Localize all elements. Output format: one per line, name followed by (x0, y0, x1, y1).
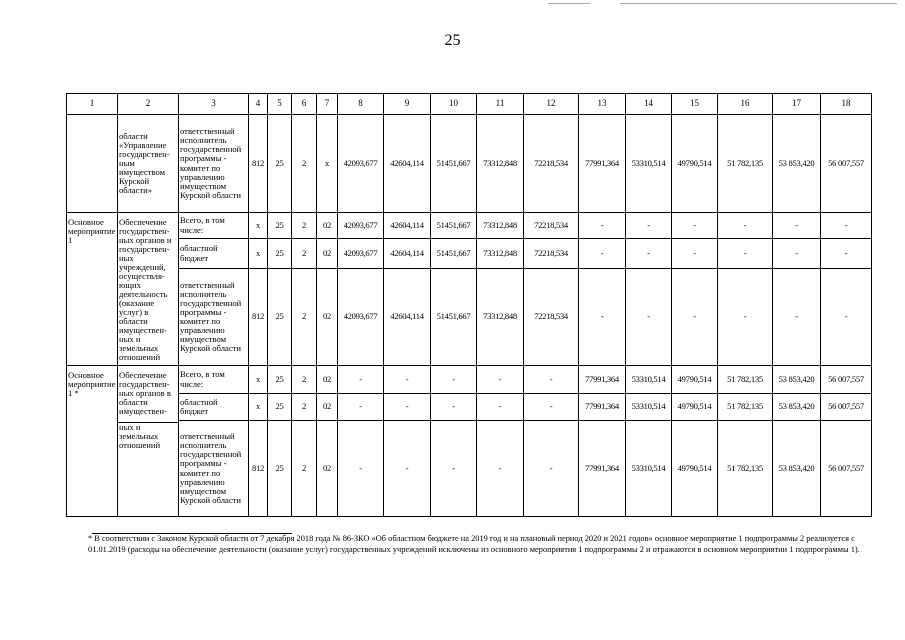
column-header: 10 (431, 94, 477, 115)
csr-cell: 02 (317, 269, 338, 366)
value-cell: - (477, 366, 524, 394)
value-cell: 77991,364 (579, 366, 626, 394)
value-cell: - (718, 269, 773, 366)
column-header: 11 (477, 94, 524, 115)
csr-cell: x (317, 115, 338, 213)
rz-cell: 25 (268, 239, 292, 269)
column-header: 12 (524, 94, 579, 115)
value-cell: - (626, 239, 672, 269)
value-cell: 51 782,135 (718, 115, 773, 213)
top-rule-right (620, 3, 897, 4)
value-cell: 42604,114 (384, 239, 431, 269)
column-header: 6 (292, 94, 317, 115)
table-row (67, 213, 872, 239)
value-cell: 53 853,420 (773, 394, 821, 421)
value-cell: 77991,364 (579, 115, 626, 213)
event-name-cell: Основное мероприятие 1 (67, 213, 118, 366)
event-name-cell: Основное мероприятие 1 * (67, 366, 118, 517)
pr-cell: 2 (292, 213, 317, 239)
value-cell: 42093,677 (338, 269, 384, 366)
program-name-cell: области «Управление государствен-ным имуществом Курской области» (118, 115, 179, 213)
grbs-cell: x (249, 394, 268, 421)
budget-table (66, 93, 872, 517)
value-cell: - (672, 239, 718, 269)
event-description-bottom: ных и земельных отношений (119, 422, 161, 451)
value-cell: 49790,514 (672, 115, 718, 213)
rz-cell: 25 (268, 115, 292, 213)
value-cell: - (626, 213, 672, 239)
value-cell: 49790,514 (672, 421, 718, 517)
value-cell: 42604,114 (384, 213, 431, 239)
grbs-cell: 812 (249, 269, 268, 366)
table-row (67, 421, 872, 517)
value-cell: - (773, 269, 821, 366)
value-cell: 51 782,135 (718, 421, 773, 517)
pr-cell: 2 (292, 269, 317, 366)
pr-cell: 2 (292, 239, 317, 269)
value-cell: - (477, 421, 524, 517)
top-rule-left (548, 3, 590, 4)
value-cell: 56 007,557 (821, 394, 872, 421)
budget-source-cell: Всего, в том числе: (179, 213, 249, 239)
event-description-top: Обеспечение государствен-ных органов в области имуществен- (119, 370, 171, 417)
value-cell: - (384, 421, 431, 517)
value-cell: - (718, 239, 773, 269)
column-header: 9 (384, 94, 431, 115)
column-header: 5 (268, 94, 292, 115)
table-row (67, 269, 872, 366)
table-row (67, 394, 872, 421)
value-cell: - (718, 213, 773, 239)
value-cell: 51 782,135 (718, 394, 773, 421)
value-cell: 53 853,420 (773, 115, 821, 213)
value-cell: - (524, 366, 579, 394)
value-cell: - (821, 213, 872, 239)
table-row (67, 115, 872, 213)
value-cell: 77991,364 (579, 421, 626, 517)
value-cell: 51451,667 (431, 115, 477, 213)
value-cell: - (773, 213, 821, 239)
rz-cell: 25 (268, 213, 292, 239)
value-cell: - (672, 269, 718, 366)
executor-cell: ответственный исполнитель государственной программы - комитет по управлению имуществом Курской области (179, 269, 249, 366)
csr-cell: 02 (317, 213, 338, 239)
value-cell: - (626, 269, 672, 366)
value-cell: - (338, 366, 384, 394)
value-cell: 73312,848 (477, 213, 524, 239)
grbs-cell: x (249, 239, 268, 269)
value-cell: 42093,677 (338, 213, 384, 239)
column-header: 13 (579, 94, 626, 115)
value-cell: 42604,114 (384, 269, 431, 366)
value-cell: - (431, 421, 477, 517)
event-description-cell: Обеспечение государствен-ных органов и государствен-ных учреждений, осуществля-ющих деятельность (оказание услуг) в области имуществен-ных и земельных отношений (118, 213, 179, 366)
page-number: 25 (444, 32, 461, 49)
csr-cell: 02 (317, 394, 338, 421)
value-cell: 53 853,420 (773, 421, 821, 517)
pr-cell: 2 (292, 366, 317, 394)
csr-cell: 02 (317, 366, 338, 394)
value-cell: - (384, 366, 431, 394)
value-cell: 51451,667 (431, 213, 477, 239)
grbs-cell: 812 (249, 115, 268, 213)
value-cell: - (431, 366, 477, 394)
value-cell: - (384, 394, 431, 421)
column-header: 17 (773, 94, 821, 115)
budget-source-cell: областной бюджет (179, 394, 249, 421)
event-description-cell (118, 366, 179, 517)
csr-cell: 02 (317, 421, 338, 517)
column-header: 18 (821, 94, 872, 115)
column-header: 14 (626, 94, 672, 115)
executor-cell: ответственный исполнитель государственной программы - комитет по управлению имуществом Курской области (179, 115, 249, 213)
pr-cell: 2 (292, 421, 317, 517)
value-cell: 49790,514 (672, 394, 718, 421)
value-cell: - (524, 421, 579, 517)
csr-cell: 02 (317, 239, 338, 269)
value-cell: - (431, 394, 477, 421)
value-cell: 56 007,557 (821, 366, 872, 394)
value-cell: 53310,514 (626, 394, 672, 421)
value-cell: 42604,114 (384, 115, 431, 213)
header-row (67, 94, 872, 115)
cell-empty (67, 115, 118, 213)
rz-cell: 25 (268, 421, 292, 517)
value-cell: 72218,534 (524, 115, 579, 213)
pr-cell: 2 (292, 394, 317, 421)
value-cell: - (579, 213, 626, 239)
column-header: 8 (338, 94, 384, 115)
value-cell: 72218,534 (524, 239, 579, 269)
rz-cell: 25 (268, 269, 292, 366)
value-cell: 73312,848 (477, 115, 524, 213)
value-cell: - (338, 394, 384, 421)
value-cell: 51451,667 (431, 269, 477, 366)
column-header: 16 (718, 94, 773, 115)
executor-cell: ответственный исполнитель государственной программы - комитет по управлению имуществом Курской области (179, 421, 249, 517)
budget-source-cell: областной бюджет (179, 239, 249, 269)
rz-cell: 25 (268, 366, 292, 394)
column-header: 7 (317, 94, 338, 115)
value-cell: 56 007,557 (821, 421, 872, 517)
table-row (67, 239, 872, 269)
column-header: 1 (67, 94, 118, 115)
value-cell: 72218,534 (524, 269, 579, 366)
value-cell: - (773, 239, 821, 269)
value-cell: - (821, 269, 872, 366)
value-cell: - (524, 394, 579, 421)
column-header: 15 (672, 94, 718, 115)
budget-source-cell: Всего, в том числе: (179, 366, 249, 394)
value-cell: 72218,534 (524, 213, 579, 239)
value-cell: 73312,848 (477, 269, 524, 366)
value-cell: 53310,514 (626, 366, 672, 394)
value-cell: - (338, 421, 384, 517)
value-cell: 49790,514 (672, 366, 718, 394)
value-cell: 73312,848 (477, 239, 524, 269)
value-cell: - (672, 213, 718, 239)
column-header: 4 (249, 94, 268, 115)
grbs-cell: x (249, 213, 268, 239)
value-cell: 42093,677 (338, 239, 384, 269)
column-header: 3 (179, 94, 249, 115)
table-row (67, 366, 872, 394)
value-cell: - (477, 394, 524, 421)
value-cell: - (579, 239, 626, 269)
value-cell: - (821, 239, 872, 269)
value-cell: 56 007,557 (821, 115, 872, 213)
value-cell: 77991,364 (579, 394, 626, 421)
value-cell: 53310,514 (626, 421, 672, 517)
value-cell: 53310,514 (626, 115, 672, 213)
pr-cell: 2 (292, 115, 317, 213)
grbs-cell: 812 (249, 421, 268, 517)
grbs-cell: x (249, 366, 268, 394)
column-header: 2 (118, 94, 179, 115)
value-cell: 42093,677 (338, 115, 384, 213)
value-cell: 53 853,420 (773, 366, 821, 394)
value-cell: - (579, 269, 626, 366)
rz-cell: 25 (268, 394, 292, 421)
value-cell: 51451,667 (431, 239, 477, 269)
value-cell: 51 782,135 (718, 366, 773, 394)
footnote: * В соответствии с Законом Курской области от 7 декабря 2018 года № 86-ЗКО «Об областном бюджете на 2019 год и на плановый период 2020 и 2021 годов» основное мероприятие 1 подпрограммы 2 реализуется с 01.01.2019 (расходы на обеспечение деятельности (оказание услуг) государственных учреждений исключены из основного мероприятия 1 подпрограммы 2 и отражаются в основном мероприятии 1 подпрограммы 1). (88, 534, 860, 554)
